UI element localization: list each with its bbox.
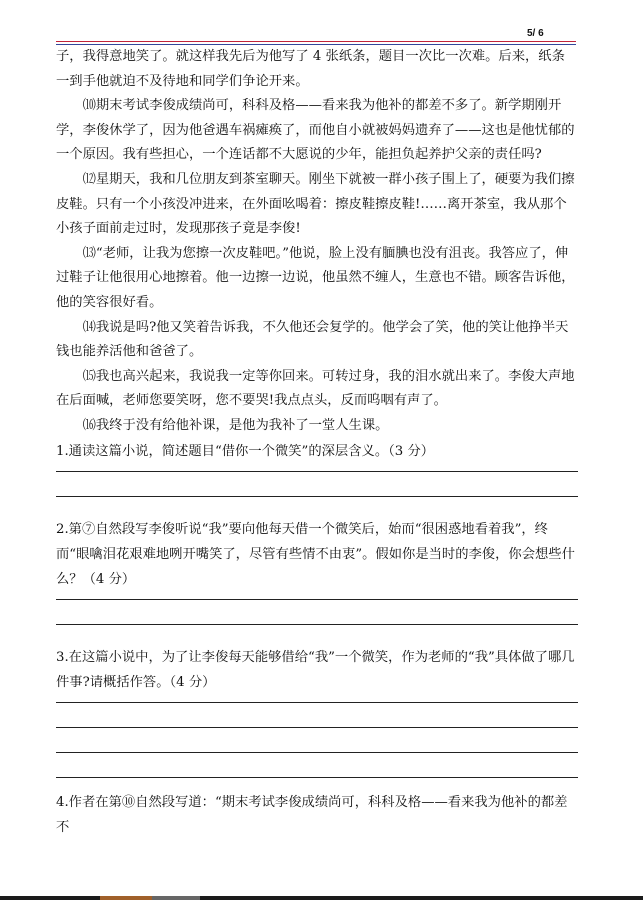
passage-paragraph: 子，我得意地笑了。就这样我先后为他写了 4 张纸条，题目一次比一次难。后来，纸条一到手他就迫不及待地和同学们争论开来。: [56, 49, 565, 89]
answer-lines-2[interactable]: [56, 599, 578, 625]
answer-line[interactable]: [56, 471, 578, 472]
passage-paragraph: ⑿星期天，我和几位朋友到茶室聊天。刚坐下就被一群小孩子围上了，硬要为我们擦皮鞋。只有一个小孩没冲进来，在外面吆喝着：擦皮鞋擦皮鞋!……离开茶室，我从那个小孩子面前走过时，发现那孩子竟是李俊!: [56, 171, 575, 237]
question-3: 3.在这篇小说中，为了让李俊每天能够借给“我”一个微笑，作为老师的“我”具体做了哪几件事?请概括作答。（4 分）: [56, 649, 575, 690]
passage-paragraph: ⒀“老师，让我为您擦一次皮鞋吧。”他说，脸上没有腼腆也没有沮丧。我答应了，伸过鞋子让他很用心地擦着。他一边擦一边说，他虽然不缠人，生意也不错。顾客告诉他，他的笑容很好看。: [56, 245, 575, 310]
answer-line[interactable]: [56, 599, 578, 600]
answer-line[interactable]: [56, 496, 578, 497]
bottom-bar: [0, 896, 643, 900]
answer-line[interactable]: [56, 727, 578, 728]
passage-paragraph: ⑽期末考试李俊成绩尚可，科科及格——看来我为他补的都差不多了。新学期刚开学，李俊休学了，因为他爸遇车祸瘫痪了，而他自小就被妈妈遗弃了——这也是他忧郁的一个原因。我有些担心，一个连话都不大愿说的少年，能担负起养护父亲的责任吗?: [56, 98, 575, 163]
question-2: 2.第⑦自然段写李俊听说“我”要向他每天借一个微笑后，始而“很困惑地看着我”，终而“眼噙泪花艰难地咧开嘴笑了，尽管有些情不由衷”。假如你是当时的李俊，你会想些什么？（4 分）: [56, 521, 575, 587]
answer-lines-3[interactable]: [56, 702, 578, 778]
bottom-bar-segment: [100, 896, 152, 900]
passage-paragraph: ⒃我终于没有给他补课，是他为我补了一堂人生课。: [82, 417, 389, 433]
question-1: 1.通读这篇小说，简述题目“借你一个微笑”的深层含义。（3 分）: [56, 443, 435, 459]
passage-paragraph: ⒁我说是吗?他又笑着告诉我，不久他还会复学的。他学会了笑，他的笑让他挣半天钱也能养活他和爸爸了。: [56, 319, 569, 360]
bottom-bar-segment: [152, 896, 200, 900]
answer-line[interactable]: [56, 624, 578, 625]
answer-line[interactable]: [56, 702, 578, 703]
answer-line[interactable]: [56, 752, 578, 753]
header-rule-red: [56, 41, 576, 42]
question-4: 4.作者在第⑩自然段写道：“期末考试李俊成绩尚可，科科及格——看来我为他补的都差不: [56, 794, 568, 835]
document-body: [56, 45, 578, 840]
page-number: 5/ 6: [527, 28, 544, 39]
answer-line[interactable]: [56, 777, 578, 778]
passage-paragraph: ⒂我也高兴起来，我说我一定等你回来。可转过身，我的泪水就出来了。李俊大声地在后面喊，老师您要笑呀，您不要哭!我点点头，反而呜咽有声了。: [56, 368, 575, 409]
answer-lines-1[interactable]: [56, 471, 578, 497]
